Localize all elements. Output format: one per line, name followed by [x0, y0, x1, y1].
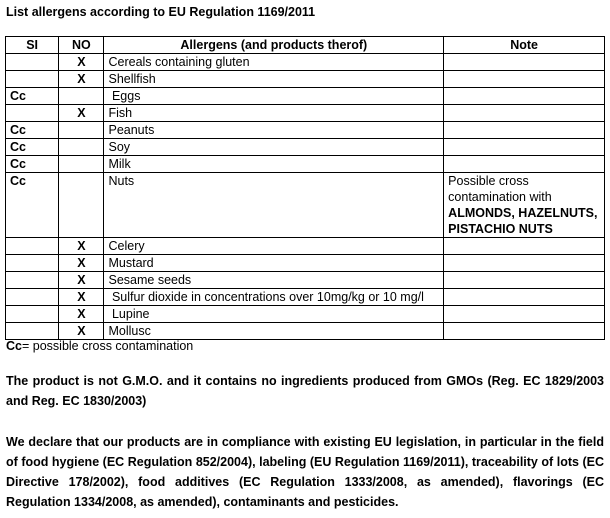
si-cell — [6, 289, 59, 306]
note-line: contamination with — [448, 190, 552, 204]
note-cell — [444, 173, 605, 238]
table-row — [6, 255, 605, 272]
note-bold-line: PISTACHIO NUTS — [448, 222, 553, 236]
table-row — [6, 289, 605, 306]
header-si: SI — [6, 37, 59, 54]
no-cell: X — [59, 289, 104, 306]
note-bold-line: ALMONDS, HAZELNUTS, — [448, 206, 598, 220]
gmo-statement: The product is not G.M.O. and it contains no ingredients produced from GMOs (Reg. EC 1829/2003 and Reg. EC 1830/2003) — [6, 374, 604, 408]
allergen-cell: Mollusc — [104, 323, 444, 340]
table-row — [6, 238, 605, 255]
note-line: Possible cross — [448, 174, 529, 188]
table-header-row — [6, 37, 605, 54]
table-row — [6, 54, 605, 71]
header-no: NO — [59, 37, 104, 54]
allergen-cell: Fish — [104, 105, 444, 122]
table-row — [6, 272, 605, 289]
table-row — [6, 173, 605, 238]
allergen-cell: Shellfish — [104, 71, 444, 88]
table-row — [6, 122, 605, 139]
allergens-table — [5, 36, 605, 340]
table-row — [6, 323, 605, 340]
table-row — [6, 156, 605, 173]
allergen-cell: Milk — [104, 156, 444, 173]
table-row — [6, 105, 605, 122]
si-cell — [6, 272, 59, 289]
si-cell: Cc — [6, 88, 59, 105]
allergen-cell: Peanuts — [104, 122, 444, 139]
allergen-cell: Eggs — [104, 88, 444, 105]
note-cell — [444, 105, 605, 122]
si-cell — [6, 306, 59, 323]
no-cell: X — [59, 272, 104, 289]
note-cell — [444, 88, 605, 105]
compliance-statement: We declare that our products are in compliance with existing EU legislation, in particular in the field of food hygiene (EC Regulation 852/2004), labeling (EU Regulation 1169/2011), traceability of lots (EC Directive 178/2002), food additives (EC Regulation 1333/2008, as amended), flavorings (EC Regulation 1334/2008, as amended), contaminants and pesticides. — [6, 435, 604, 509]
no-cell: X — [59, 238, 104, 255]
si-cell: Cc — [6, 156, 59, 173]
legend-abbreviation: Cc — [6, 339, 22, 353]
si-cell — [6, 71, 59, 88]
note-cell — [444, 139, 605, 156]
table-row — [6, 71, 605, 88]
no-cell — [59, 122, 104, 139]
no-cell — [59, 139, 104, 156]
si-cell — [6, 323, 59, 340]
no-cell — [59, 88, 104, 105]
header-allergens: Allergens (and products therof) — [104, 37, 444, 54]
allergen-cell: Nuts — [104, 173, 444, 238]
no-cell — [59, 173, 104, 238]
no-cell: X — [59, 54, 104, 71]
note-cell — [444, 289, 605, 306]
si-cell: Cc — [6, 173, 59, 238]
allergen-cell: Lupine — [104, 306, 444, 323]
document-title: List allergens according to EU Regulation 1169/2011 — [6, 5, 316, 19]
no-cell: X — [59, 105, 104, 122]
note-cell — [444, 272, 605, 289]
header-note: Note — [444, 37, 605, 54]
no-cell: X — [59, 323, 104, 340]
table-row — [6, 139, 605, 156]
si-cell — [6, 238, 59, 255]
allergen-cell: Celery — [104, 238, 444, 255]
no-cell — [59, 156, 104, 173]
no-cell: X — [59, 306, 104, 323]
note-cell — [444, 255, 605, 272]
legend-text: = possible cross contamination — [21, 339, 194, 353]
note-cell — [444, 238, 605, 255]
si-cell: Cc — [6, 122, 59, 139]
allergen-cell: Soy — [104, 139, 444, 156]
no-cell: X — [59, 71, 104, 88]
note-cell — [444, 323, 605, 340]
note-cell — [444, 306, 605, 323]
si-cell — [6, 255, 59, 272]
si-cell: Cc — [6, 139, 59, 156]
si-cell — [6, 54, 59, 71]
note-cell — [444, 71, 605, 88]
no-cell: X — [59, 255, 104, 272]
allergen-cell: Mustard — [104, 255, 444, 272]
note-cell — [444, 54, 605, 71]
allergen-cell: Sulfur dioxide in concentrations over 10mg/kg or 10 mg/l — [104, 289, 444, 306]
table-row — [6, 88, 605, 105]
allergen-cell: Cereals containing gluten — [104, 54, 444, 71]
note-cell — [444, 156, 605, 173]
table-row — [6, 306, 605, 323]
note-cell — [444, 122, 605, 139]
si-cell — [6, 105, 59, 122]
allergen-cell: Sesame seeds — [104, 272, 444, 289]
legend — [6, 339, 193, 353]
